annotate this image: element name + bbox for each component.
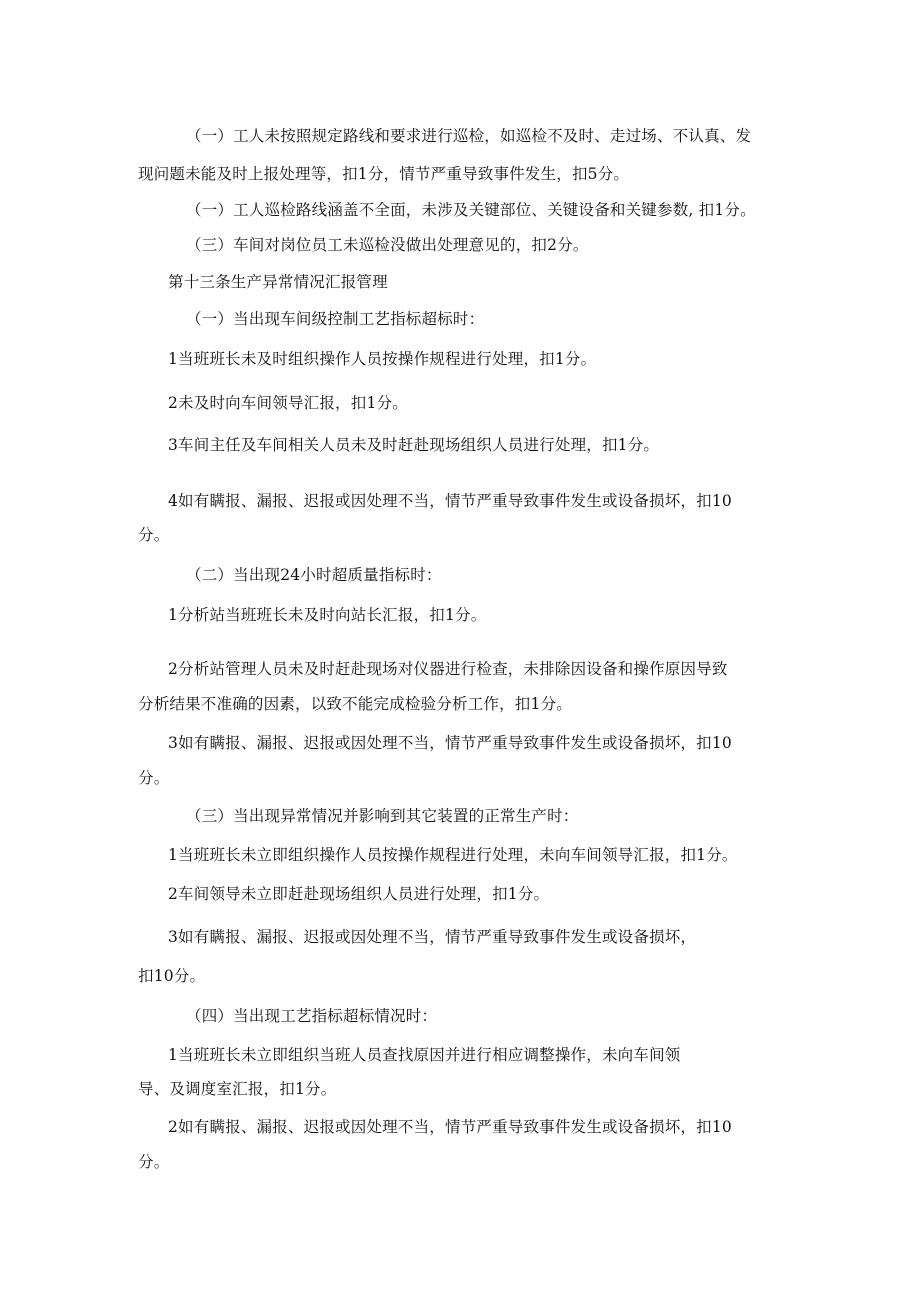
- text-line: （一）工人未按照规定路线和要求进行巡检，如巡检不及时、走过场、不认真、发: [186, 127, 752, 145]
- text-line: 分。: [138, 526, 170, 544]
- text-line: 3如有瞒报、漏报、迟报或因处理不当，情节严重导致事件发生或设备损坏，扣10: [168, 734, 732, 752]
- text-line: （三）车间对岗位员工未巡检没做出处理意见的，扣2分。: [186, 236, 589, 254]
- text-line: 1当班班长未立即组织操作人员按操作规程进行处理，未向车间领导汇报，扣1分。: [168, 846, 738, 864]
- text-line: （一）当出现车间级控制工艺指标超标时：: [186, 310, 485, 328]
- text-line: 分。: [138, 1153, 170, 1171]
- text-line: 导、及调度室汇报，扣1分。: [138, 1080, 337, 1098]
- text-line: 扣10分。: [138, 967, 206, 985]
- text-line: 2未及时向车间领导汇报，扣1分。: [168, 394, 408, 412]
- text-line: （二）当出现24小时超质量指标时：: [186, 566, 442, 584]
- text-line: 1当班班长未及时组织操作人员按操作规程进行处理，扣1分。: [168, 350, 597, 368]
- text-line: 1当班班长未立即组织当班人员查找原因并进行相应调整操作，未向车间领: [168, 1046, 681, 1064]
- text-line: 3如有瞒报、漏报、迟报或因处理不当，情节严重导致事件发生或设备损坏，: [168, 928, 697, 946]
- text-line: （三）当出现异常情况并影响到其它装置的正常生产时：: [186, 807, 579, 825]
- text-line: 1分析站当班班长未及时向站长汇报，扣1分。: [168, 606, 487, 624]
- section-heading: 第十三条生产异常情况汇报管理: [168, 273, 388, 291]
- text-line: 分析结果不准确的因素，以致不能完成检验分析工作，扣1分。: [138, 695, 572, 713]
- text-line: 分。: [138, 769, 170, 787]
- text-line: 3车间主任及车间相关人员未及时赶赴现场组织人员进行处理，扣1分。: [168, 436, 660, 454]
- text-line: 2如有瞒报、漏报、迟报或因处理不当，情节严重导致事件发生或设备损坏，扣10: [168, 1118, 732, 1136]
- text-line: 2车间领导未立即赶赴现场组织人员进行处理，扣1分。: [168, 885, 550, 903]
- text-line: （一）工人巡检路线涵盖不全面，未涉及关键部位、关键设备和关键参数, 扣1分。: [186, 201, 756, 219]
- text-line: 现问题未能及时上报处理等，扣1分，情节严重导致事件发生，扣5分。: [138, 165, 630, 183]
- text-line: 4如有瞒报、漏报、迟报或因处理不当，情节严重导致事件发生或设备损坏，扣10: [168, 492, 732, 510]
- text-line: 2分析站管理人员未及时赶赴现场对仪器进行检查，未排除因设备和操作原因导致: [168, 660, 728, 678]
- text-line: （四）当出现工艺指标超标情况时：: [186, 1007, 438, 1025]
